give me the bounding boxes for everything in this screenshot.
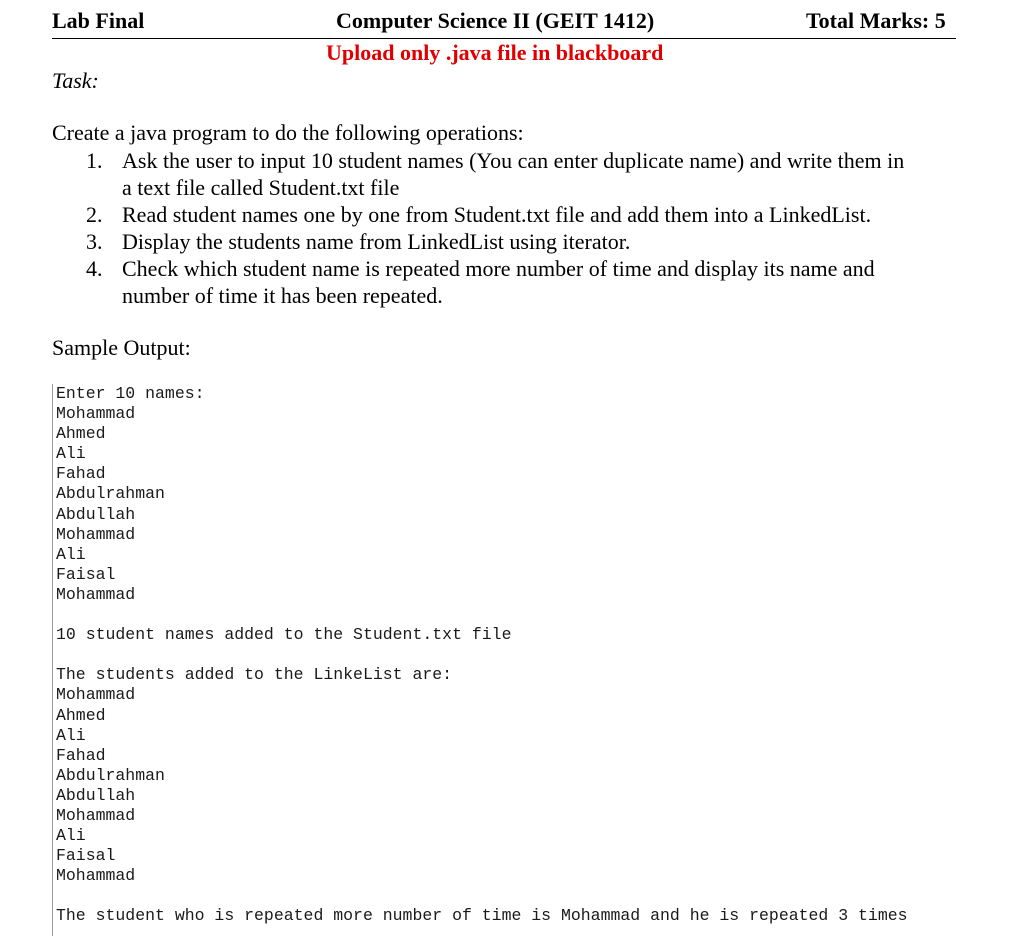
output-line: Abdulrahman: [56, 484, 165, 504]
output-line: Ahmed: [56, 424, 106, 444]
sample-output-block: [52, 384, 962, 936]
output-line: Abdullah: [56, 785, 136, 805]
output-line: Ali: [56, 444, 86, 464]
operation-number: 1.: [86, 148, 103, 173]
operation-text: number of time it has been repeated.: [122, 283, 443, 308]
operation-number: 3.: [86, 229, 103, 254]
output-line: Ahmed: [56, 705, 106, 725]
output-line: Ali: [56, 544, 86, 564]
sample-output-label: Sample Output:: [52, 335, 191, 360]
output-line: Mohammad: [56, 685, 136, 705]
operations-list: [52, 147, 952, 309]
operation-text: Read student names one by one from Student.txt file and add them into a LinkedList.: [122, 202, 872, 227]
operation-text: Check which student name is repeated more number of time and display its name and: [122, 256, 875, 281]
operation-item: [52, 228, 952, 255]
output-line: Mohammad: [56, 404, 136, 424]
operation-item: [52, 201, 952, 228]
output-line: [56, 886, 962, 906]
output-line: Fahad: [56, 745, 106, 765]
output-line: Ali: [56, 725, 86, 745]
output-line: Mohammad: [56, 805, 136, 825]
operation-number: 4.: [86, 256, 103, 281]
header-total-marks: Total Marks: 5: [806, 8, 946, 33]
output-line: Abdullah: [56, 504, 136, 524]
output-line: [56, 605, 962, 625]
output-line: Abdulrahman: [56, 765, 165, 785]
output-line: Faisal: [56, 846, 116, 866]
header-course-title: Computer Science II (GEIT 1412): [336, 8, 655, 33]
output-line: The students added to the LinkeList are:: [56, 665, 453, 685]
operation-item: [52, 255, 952, 309]
output-line: 10 student names added to the Student.txt file: [56, 625, 512, 645]
output-line: The student who is repeated more number of time is Mohammad and he is repeated 3 times: [56, 906, 908, 926]
output-line: Mohammad: [56, 524, 136, 544]
output-line: Mohammad: [56, 584, 136, 604]
operation-text: Ask the user to input 10 student names (You can enter duplicate name) and write them in: [122, 148, 905, 173]
operation-number: 2.: [86, 202, 103, 227]
output-line: Ali: [56, 826, 86, 846]
output-line: Enter 10 names:: [56, 384, 205, 403]
output-line: Faisal: [56, 564, 116, 584]
header-rule: [52, 38, 956, 39]
output-line: [56, 645, 962, 665]
header-lab-final: Lab Final: [52, 8, 145, 33]
operation-text: a text file called Student.txt file: [122, 175, 400, 200]
task-intro: Create a java program to do the following operations:: [52, 120, 524, 145]
output-line: Fahad: [56, 464, 106, 484]
operation-text: Display the students name from LinkedList using iterator.: [122, 229, 631, 254]
operation-item: [52, 147, 952, 201]
upload-notice: Upload only .java file in blackboard: [326, 40, 664, 65]
output-line: Mohammad: [56, 866, 136, 886]
task-label: Task:: [52, 68, 99, 93]
